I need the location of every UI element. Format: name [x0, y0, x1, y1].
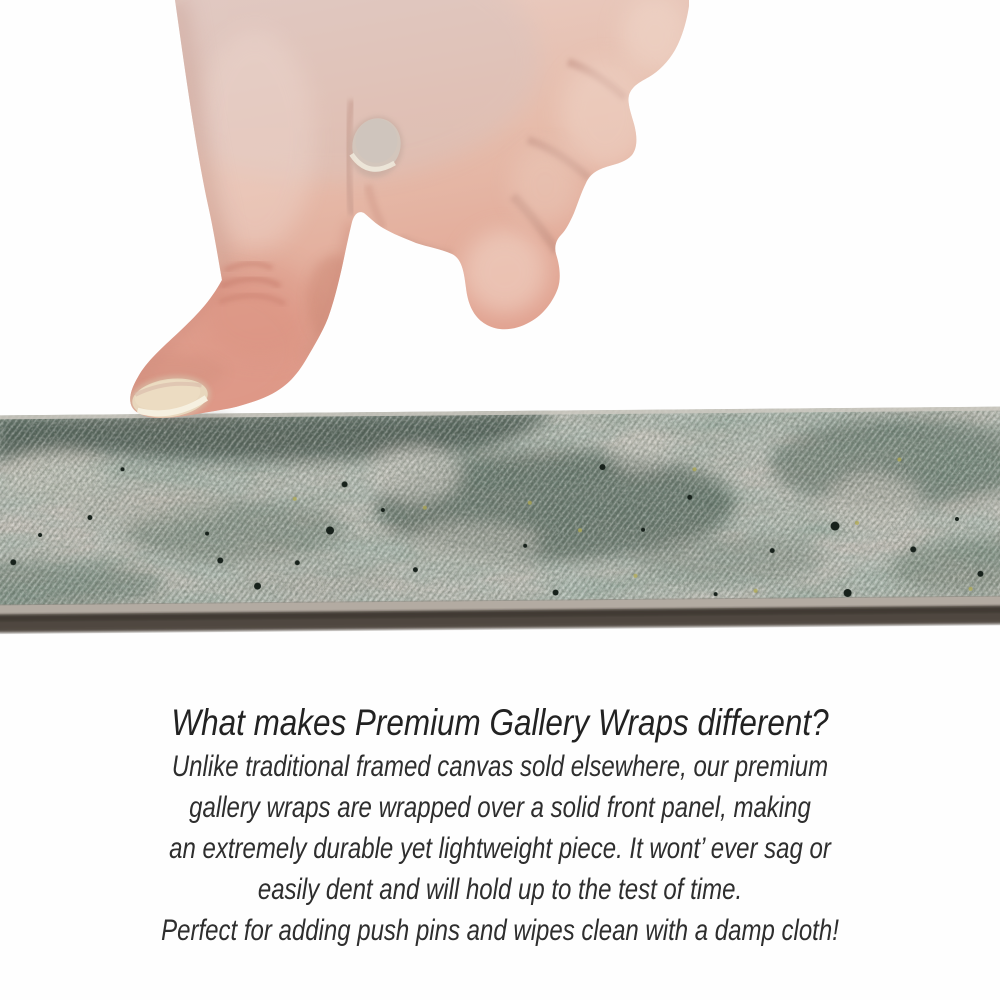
- hand-graphic: [100, 0, 700, 445]
- body-line-5: Perfect for adding push pins and wipes clean with a damp cloth!: [161, 914, 839, 947]
- headline: What makes Premium Gallery Wraps different?: [171, 702, 829, 743]
- marketing-text-block: [0, 700, 1000, 951]
- hand-photo: [100, 0, 700, 445]
- body-line-2: gallery wraps are wrapped over a solid front panel, making: [189, 791, 811, 824]
- body-line-1: Unlike traditional framed canvas sold elsewhere, our premium: [171, 750, 829, 783]
- body-line-3: an extremely durable yet lightweight piece. It wont’ ever sag or: [169, 832, 831, 865]
- body-line-4: easily dent and will hold up to the test of time.: [257, 873, 743, 906]
